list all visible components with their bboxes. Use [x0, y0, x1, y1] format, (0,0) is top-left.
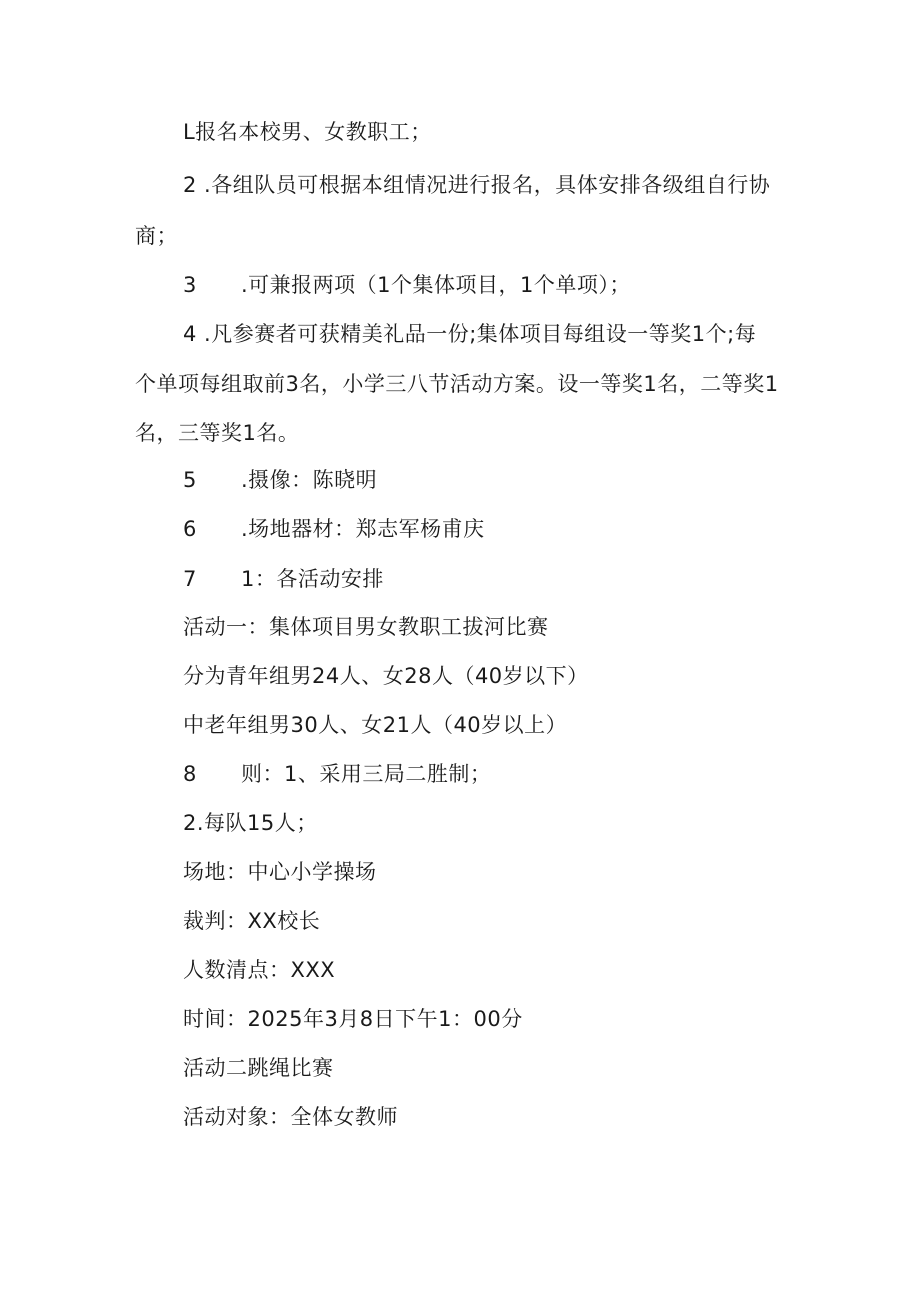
venue-line: 场地：中心小学操场 [183, 860, 377, 884]
youth-group-line: 分为青年组男24人、女28人（40岁以下） [183, 664, 589, 688]
rule-line-5: 5 .摄像：陈晓明 [183, 468, 378, 492]
senior-group-line: 中老年组男30人、女21人（40岁以上） [183, 713, 568, 737]
headcount-line: 人数清点：XXX [183, 958, 336, 982]
activity-two-title: 活动二跳绳比赛 [183, 1056, 334, 1080]
rule-line-1: L报名本校男、女教职工； [183, 120, 432, 144]
rule-line-4-continued-a: 个单项每组取前3名，小学三八节活动方案。设一等奖1名，二等奖1 [135, 372, 779, 396]
time-line: 时间：2025年3月8日下午1：00分 [183, 1007, 523, 1031]
participants-line: 活动对象：全体女教师 [183, 1105, 398, 1129]
activity-one-title: 活动一：集体项目男女教职工拔河比赛 [183, 615, 549, 639]
item-number: 5 [183, 468, 197, 492]
rule-line-3: 3 .可兼报两项（1个集体项目，1个单项）； [183, 273, 631, 297]
team-size-line: 2.每队15人； [183, 811, 318, 835]
item-number: 6 [183, 517, 197, 541]
rule-line-7: 7 1：各活动安排 [183, 567, 384, 591]
rule-line-4: 4 .凡参赛者可获精美礼品一份;集体项目每组设一等奖1个;每 [183, 322, 757, 346]
rule-line-2-continued: 商； [135, 224, 178, 248]
item-number: 7 [183, 567, 197, 591]
rule-line-2: 2 .各组队员可根据本组情况进行报名，具体安排各级组自行协 [183, 173, 771, 197]
rule-line-4-continued-b: 名，三等奖1名。 [135, 421, 300, 445]
rule-line-6: 6 .场地器材：郑志军杨甫庆 [183, 517, 485, 541]
item-number: 8 [183, 762, 197, 786]
rule-line-8: 8 则：1、采用三局二胜制； [183, 762, 492, 786]
referee-line: 裁判：XX校长 [183, 909, 321, 933]
item-number: 3 [183, 273, 197, 297]
